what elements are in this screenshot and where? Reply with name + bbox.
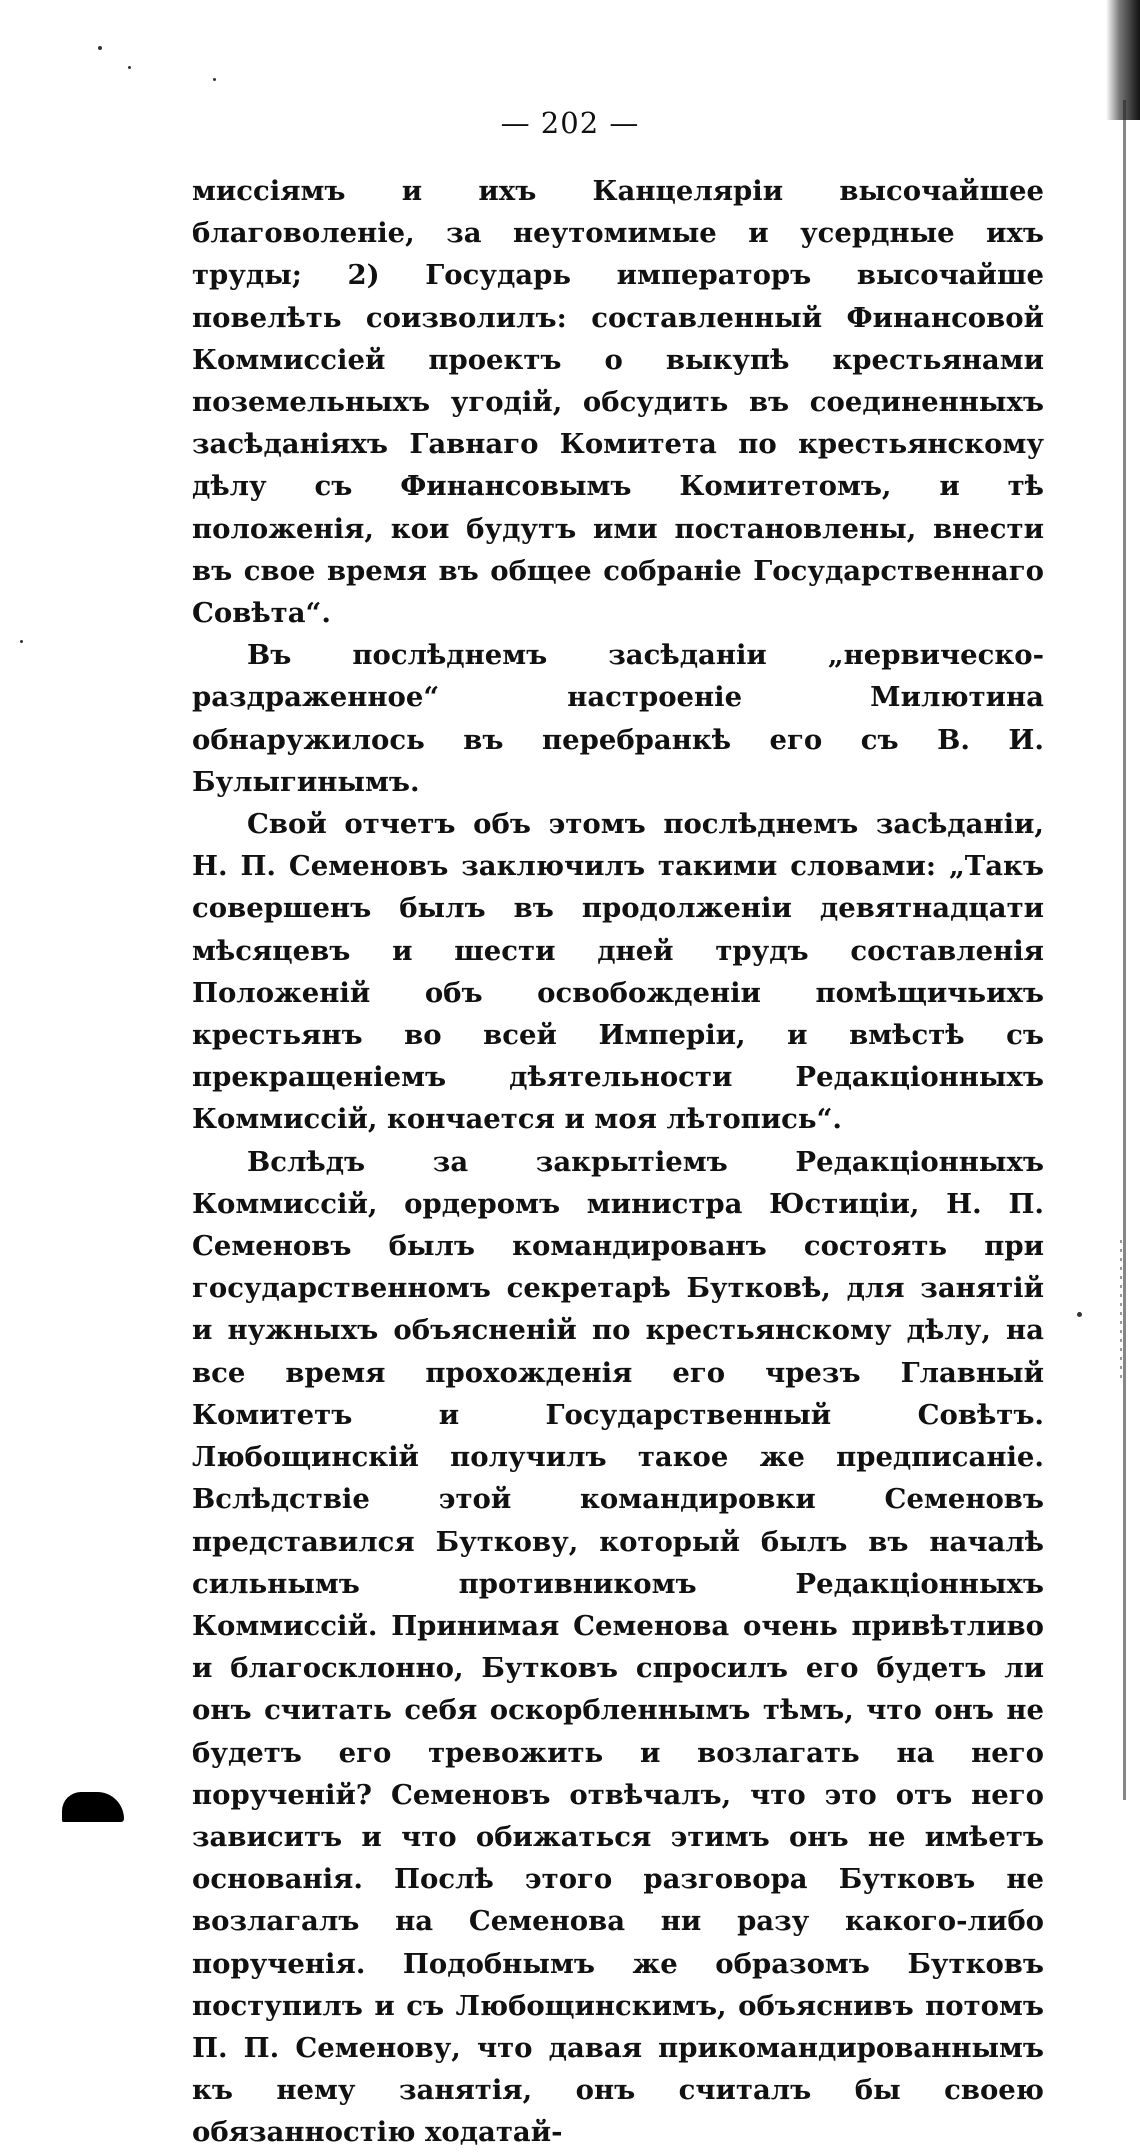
paragraph: Въ послѣднемъ засѣданіи „нервическо-раздраженное“ настроеніе Милютина обнаружилось въ перебранкѣ его съ В. И. Булыгинымъ. <box>192 639 1044 798</box>
ink-blot <box>62 1792 124 1822</box>
scan-speck <box>213 78 216 81</box>
scan-speck <box>20 640 23 643</box>
paragraph: Свой отчетъ объ этомъ послѣднемъ засѣданіи, Н. П. Семеновъ заключилъ такими словами: „Такъ совершенъ былъ въ продолженіи девятнадцати мѣсяцевъ и шести дней трудъ составленія Положеній объ освобожденіи помѣщичьихъ крестьянъ во всей Имперіи, и вмѣстѣ съ прекращеніемъ дѣятельности Редакціонныхъ Коммиссій, кончается и моя лѣтопись“. <box>192 808 1044 1136</box>
scan-speck <box>1077 1312 1082 1317</box>
paragraph-continuation: миссіямъ и ихъ Канцеляріи высочайшее благоволеніе, за неутомимые и усердные ихъ труды; 2) Государь императоръ высочайше повелѣть соизволилъ: составленный Финансовой Коммиссіей проектъ о выкупѣ крестьянами поземельныхъ угодій, обсудить въ соединенныхъ засѣданіяхъ Гавнаго Комитета по крестьянскому дѣлу съ Финансовымъ Комитетомъ, и тѣ положенія, кои будутъ ими постановлены, внести въ свое время въ общее собраніе Государственнаго Совѣта“. <box>192 175 1044 630</box>
body-text <box>192 170 1044 2154</box>
binding-edge-dots <box>1120 1240 1122 1380</box>
scan-speck <box>98 46 102 50</box>
scan-speck <box>128 66 131 69</box>
page-number: — 202 — <box>500 106 640 140</box>
binding-edge-line <box>1123 100 1126 1800</box>
paragraph: Вслѣдъ за закрытіемъ Редакціонныхъ Коммиссій, ордеромъ министра Юстиціи, Н. П. Семеновъ былъ командированъ состоять при государственномъ секретарѣ Бутковѣ, для занятій и нужныхъ объясненій по крестьянскому дѣлу, на все время прохожденія его чрезъ Главный Комитетъ и Государственный Совѣтъ. Любощинскій получилъ такое же предписаніе. Вслѣдствіе этой командировки Семеновъ представился Буткову, который былъ въ началѣ сильнымъ противникомъ Редакціонныхъ Коммиссій. Принимая Семенова очень привѣтливо и благосклонно, Бутковъ спросилъ его будетъ ли онъ считать себя оскорбленнымъ тѣмъ, что онъ не будетъ его тревожить и возлагать на него порученій? Семеновъ отвѣчалъ, что это отъ него зависитъ и что обижаться этимъ онъ не имѣетъ основанія. Послѣ этого разговора Бутковъ не возлагалъ на Семенова ни разу какого-либо порученія. Подобнымъ же образомъ Бутковъ поступилъ и съ Любощинскимъ, объяснивъ потомъ П. П. Семенову, что давая прикомандированнымъ къ нему занятія, онъ считалъ бы своею обязанностію ходатай- <box>192 1145 1044 2149</box>
